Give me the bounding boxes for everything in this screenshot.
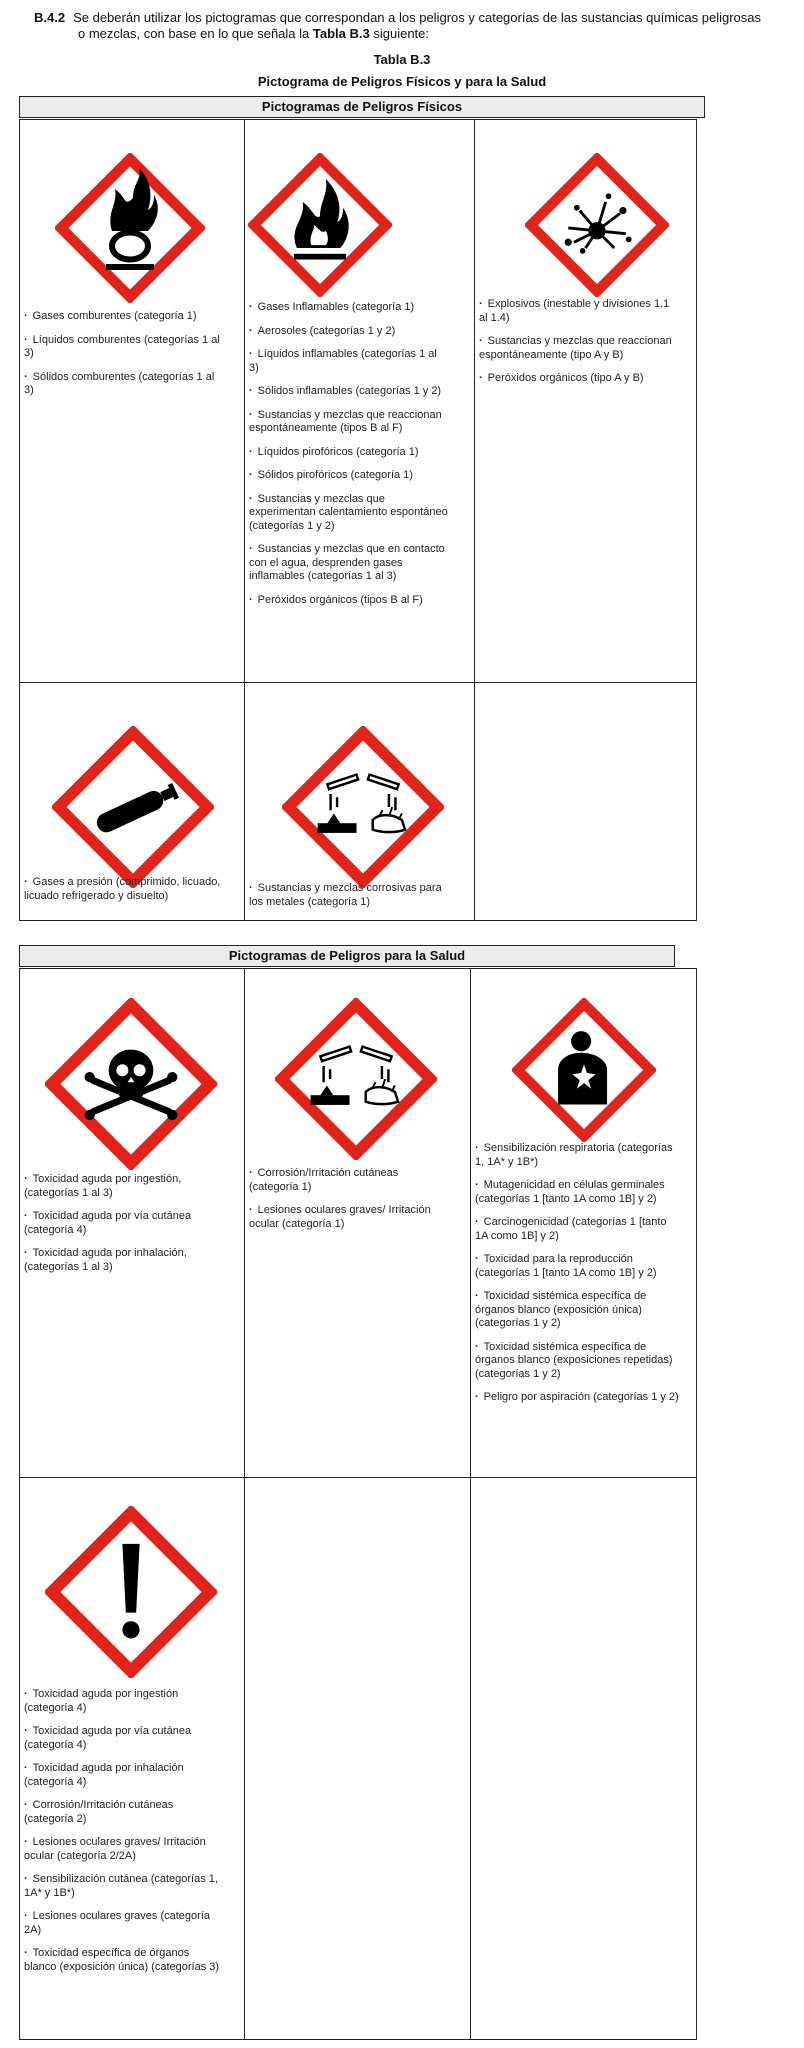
list-item: · Sustancias y mezclas corrosivas para los metales (categoría 1) <box>249 882 449 909</box>
list-item: · Peróxidos orgánicos (tipos B al F) <box>249 594 449 608</box>
corrosion-icon <box>282 726 444 888</box>
list-item: · Aerosoles (categorías 1 y 2) <box>249 325 449 339</box>
intro-table-ref: Tabla B.3 <box>312 26 370 41</box>
list-item: · Corrosión/Irritación cutáneas (categoría 1) <box>249 1167 439 1194</box>
exploding-bomb-icon <box>525 153 669 297</box>
list-item: · Lesiones oculares graves (categoría 2A) <box>24 1910 224 1937</box>
list-item: · Sensibilización cutánea (categorías 1, 1A* y 1B*) <box>24 1873 224 1900</box>
physical-list-5 <box>249 882 449 919</box>
health-cell-empty-1 <box>244 1477 471 2040</box>
list-item: · Sustancias y mezclas que en contacto con el agua, desprenden gases inflamables (categorías 1 al 3) <box>249 543 449 584</box>
list-item: · Peróxidos orgánicos (tipo A y B) <box>479 372 679 386</box>
section-number: B.4.2 <box>34 10 66 25</box>
list-item: · Líquidos pirofóricos (categoría 1) <box>249 446 449 460</box>
health-list-4 <box>24 1688 224 1984</box>
gas-cylinder-icon <box>52 726 214 888</box>
intro-line-2 <box>34 26 794 42</box>
list-item: · Gases a presión (comprimido, licuado, licuado refrigerado y disuelto) <box>24 876 234 903</box>
intro-paragraph <box>34 10 794 42</box>
list-item: · Toxicidad sistémica específica de órganos blanco (exposición única) (categorías 1 y 2) <box>475 1290 680 1331</box>
health-header: Pictogramas de Peligros para la Salud <box>19 945 675 967</box>
list-item: · Líquidos inflamables (categorías 1 al 3) <box>249 348 449 375</box>
list-item: · Toxicidad sistémica específica de órganos blanco (exposiciones repetidas) (categorías 1 y 2) <box>475 1341 680 1382</box>
list-item: · Mutagenicidad en células germinales (categorías 1 [tanto 1A como 1B] y 2) <box>475 1179 680 1206</box>
physical-header: Pictogramas de Peligros Físicos <box>19 96 705 118</box>
list-item: · Explosivos (inestable y divisiones 1.1 al 1.4) <box>479 298 679 325</box>
list-item: · Toxicidad aguda por ingestión (categoría 4) <box>24 1688 224 1715</box>
list-item: · Gases comburentes (categoría 1) <box>24 310 222 324</box>
list-item: · Toxicidad aguda por inhalación, (categorías 1 al 3) <box>24 1247 224 1274</box>
exclamation-mark-icon <box>45 1506 217 1678</box>
list-item: · Carcinogenicidad (categorías 1 [tanto 1A como 1B] y 2) <box>475 1216 680 1243</box>
skull-crossbones-icon <box>45 998 217 1170</box>
physical-cell-empty <box>474 682 697 921</box>
list-item: · Toxicidad aguda por vía cutánea (categoría 4) <box>24 1725 224 1752</box>
list-item: · Toxicidad aguda por vía cutánea (categoría 4) <box>24 1210 224 1237</box>
list-item: · Toxicidad aguda por ingestión, (categorías 1 al 3) <box>24 1173 224 1200</box>
physical-list-3 <box>479 298 679 396</box>
list-item: · Gases Inflamables (categoría 1) <box>249 301 449 315</box>
list-item: · Toxicidad específica de órganos blanco (exposición única) (categorías 3) <box>24 1947 224 1974</box>
health-cell-empty-2 <box>470 1477 697 2040</box>
list-item: · Corrosión/Irritación cutáneas (categoría 2) <box>24 1799 224 1826</box>
list-item: · Sustancias y mezclas que reaccionan espontáneamente (tipo A y B) <box>479 335 679 362</box>
list-item: · Sustancias y mezclas que reaccionan espontáneamente (tipos B al F) <box>249 409 449 436</box>
health-list-3 <box>475 1142 680 1415</box>
flame-over-circle-icon <box>55 153 205 303</box>
intro-text-b: o mezclas, con base en lo que señala la <box>78 26 310 41</box>
list-item: · Peligro por aspiración (categorías 1 y 2) <box>475 1391 680 1405</box>
list-item: · Sustancias y mezclas que experimentan calentamiento espontáneo (categorías 1 y 2) <box>249 493 449 534</box>
list-item: · Líquidos comburentes (categorías 1 al 3) <box>24 334 222 361</box>
intro-text-a: Se deberán utilizar los pictogramas que correspondan a los peligros y categorías de las sustancias químicas peligrosas <box>73 10 762 25</box>
table-subtitle: Pictograma de Peligros Físicos y para la Salud <box>257 74 547 89</box>
flame-icon <box>248 153 392 297</box>
list-item: · Sólidos comburentes (categorías 1 al 3) <box>24 371 222 398</box>
list-item: · Lesiones oculares graves/ Irritación ocular (categoría 1) <box>249 1204 439 1231</box>
physical-list-2 <box>249 301 449 617</box>
list-item: · Sensibilización respiratoria (categorías 1, 1A* y 1B*) <box>475 1142 680 1169</box>
corrosion-icon <box>275 998 437 1160</box>
table-title: Tabla B.3 <box>373 52 431 67</box>
physical-list-4 <box>24 876 234 913</box>
list-item: · Toxicidad aguda por inhalación (categoría 4) <box>24 1762 224 1789</box>
health-list-1 <box>24 1173 224 1284</box>
intro-text-b-end: siguiente: <box>373 26 430 41</box>
physical-list-1 <box>24 310 222 408</box>
health-list-2 <box>249 1167 439 1241</box>
list-item: · Toxicidad para la reproducción (categorías 1 [tanto 1A como 1B] y 2) <box>475 1253 680 1280</box>
list-item: · Lesiones oculares graves/ Irritación ocular (categoría 2/2A) <box>24 1836 224 1863</box>
health-hazard-icon <box>512 998 656 1142</box>
list-item: · Sólidos pirofóricos (categoría 1) <box>249 469 449 483</box>
list-item: · Sólidos inflamables (categorías 1 y 2) <box>249 385 449 399</box>
